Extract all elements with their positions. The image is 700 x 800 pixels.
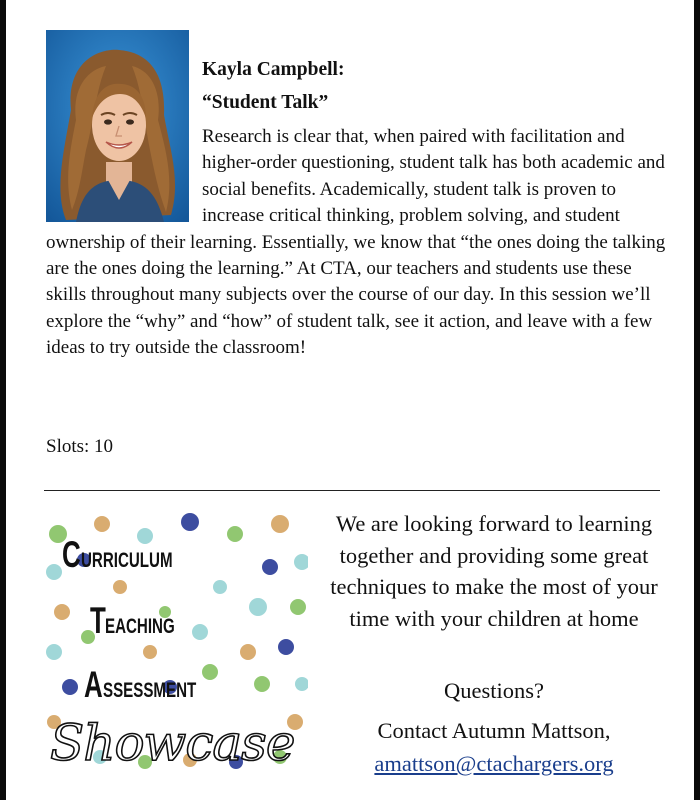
contact-name: Contact Autumn Mattson,: [377, 718, 611, 743]
logo-line-assessment: ASSESSMENT: [84, 664, 196, 705]
page-edge-right: [694, 0, 700, 800]
contact-email-link[interactable]: amattson@ctachargers.org: [374, 751, 614, 776]
slots-count: Slots: 10: [46, 436, 114, 457]
speaker-name: Kayla Campbell:: [202, 59, 345, 80]
logo-line-teaching: TEACHING: [90, 600, 175, 641]
contact-email: [316, 749, 672, 779]
cta-showcase-logo: [40, 512, 308, 770]
questions-label: Questions?: [444, 678, 544, 703]
photo-wrap-spacer: [46, 124, 202, 228]
session-description: [46, 124, 666, 362]
section-divider: [44, 490, 660, 491]
session-description-text: Research is clear that, when paired with facilitation and higher-order questioning, student talk has both academic and social benefits. Academically, student talk is proven to increase critical thinking, problem solving, and student ownership of their learning. Essentially, we know that “the ones doing the talking are the ones doing the learning.” At CTA, our teachers and students use these skills throughout many subjects over the course of our day. In this session we’ll explore the “why” and “how” of student talk, see it action, and leave with a few ideas to try outside the classroom!: [46, 126, 666, 359]
page-edge-left: [0, 0, 6, 800]
logo-line-curriculum: CURRICULUM: [62, 534, 173, 575]
logo-showcase-script: Showcase: [50, 714, 295, 770]
closing-message: We are looking forward to learning together and providing some great techniques to make the most of your time with your children at home: [330, 511, 658, 631]
session-title: “Student Talk”: [202, 92, 329, 113]
